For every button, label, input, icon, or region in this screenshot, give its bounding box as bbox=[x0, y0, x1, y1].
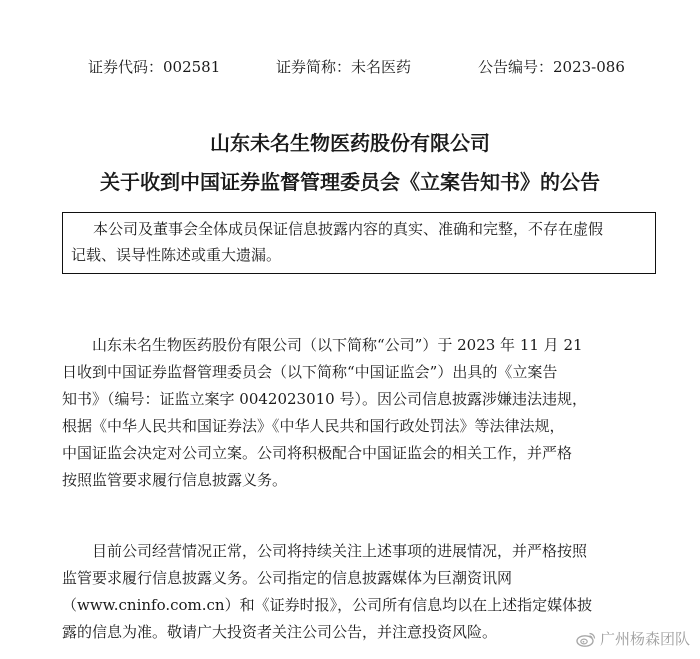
paragraph-line: 目前公司经营情况正常，公司将持续关注上述事项的进展情况，并严格按照 bbox=[92, 542, 588, 560]
notice-line-2: 记载、误导性陈述或重大遗漏。 bbox=[71, 246, 282, 264]
paragraph-line: 监管要求履行信息披露义务。公司指定的信息披露媒体为巨潮资讯网 bbox=[62, 569, 513, 587]
announcement-number: 公告编号：2023-086 bbox=[478, 58, 625, 76]
paragraph-line: 中国证监会决定对公司立案。公司将积极配合中国证监会的相关工作，并严格 bbox=[62, 444, 573, 462]
paragraph-line: （www.cninfo.com.cn）和《证券时报》，公司所有信息均以在上述指定媒体披 bbox=[62, 596, 593, 614]
paragraph-line: 知书》（编号：证监立案字 0042023010 号）。因公司信息披露涉嫌违法违规， bbox=[62, 390, 587, 408]
header-row bbox=[0, 56, 700, 80]
paragraph-line: 山东未名生物医药股份有限公司（以下简称“公司”）于 2023 年 11 月 21 bbox=[92, 336, 583, 354]
paragraph-line: 按照监管要求履行信息披露义务。 bbox=[62, 471, 288, 489]
weibo-logo-icon bbox=[576, 631, 596, 647]
disclosure-notice-box bbox=[62, 212, 656, 274]
paragraph-line: 日收到中国证券监督管理委员会（以下简称“中国证监会”）出具的《立案告 bbox=[62, 363, 558, 381]
company-title: 山东未名生物医药股份有限公司 bbox=[210, 131, 490, 155]
announcement-title: 关于收到中国证券监督管理委员会《立案告知书》的公告 bbox=[100, 170, 600, 194]
watermark bbox=[576, 628, 690, 649]
notice-line-1: 本公司及董事会全体成员保证信息披露内容的真实、准确和完整，不存在虚假 bbox=[93, 220, 604, 238]
paragraph-line: 根据《中华人民共和国证券法》《中华人民共和国行政处罚法》等法律法规， bbox=[62, 417, 565, 435]
stock-abbreviation: 证券简称：未名医药 bbox=[276, 58, 412, 76]
stock-code: 证券代码：002581 bbox=[88, 58, 221, 76]
watermark-text: 广州杨森团队 bbox=[599, 630, 690, 648]
paragraph-line: 露的信息为准。敬请广大投资者关注公司公告，并注意投资风险。 bbox=[62, 623, 498, 641]
